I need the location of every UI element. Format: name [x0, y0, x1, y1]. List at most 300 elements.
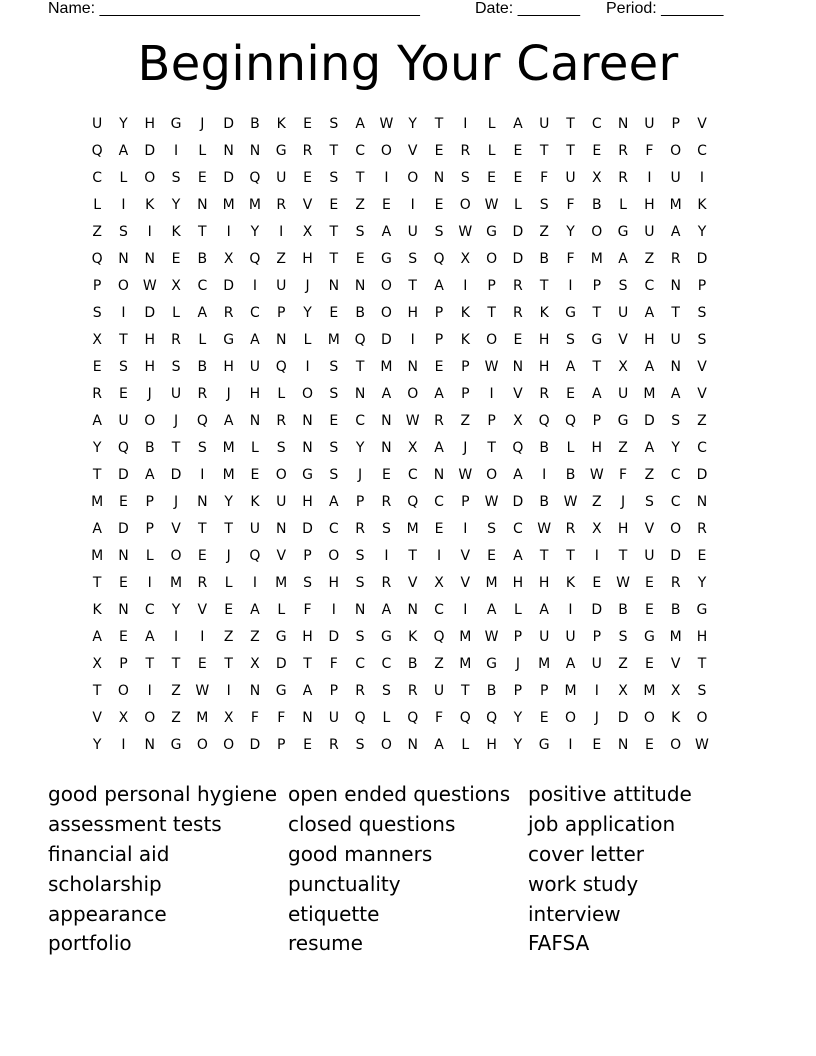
grid-letter: F [540, 170, 549, 186]
grid-letter: W [458, 467, 473, 483]
grid-letter: S [487, 521, 497, 537]
grid-letter: U [644, 224, 655, 240]
grid-letter: E [434, 197, 444, 213]
grid-letter: W [616, 575, 630, 591]
grid-letter: Q [512, 440, 524, 456]
grid-letter: N [144, 737, 155, 753]
grid-letter: A [118, 143, 129, 159]
grid-letter: E [487, 170, 497, 186]
grid-letter: X [250, 656, 260, 672]
grid-letter: N [223, 143, 234, 159]
grid-letter: T [92, 575, 102, 591]
grid-letter: D [275, 656, 287, 672]
grid-letter: U [670, 332, 681, 348]
grid-letter: M [538, 656, 551, 672]
grid-letter: T [198, 521, 207, 537]
grid-letter: Z [223, 629, 234, 645]
grid-letter: S [697, 683, 707, 699]
grid-letter: T [408, 548, 417, 564]
grid-letter: B [197, 251, 208, 267]
grid-letter: R [92, 386, 103, 402]
grid-letter: S [618, 278, 628, 294]
grid-letter: A [670, 224, 681, 240]
grid-letter: P [119, 656, 128, 672]
grid-letter: G [617, 224, 629, 240]
grid-letter: W [537, 521, 552, 537]
grid-letter: G [486, 656, 498, 672]
grid-letter: E [566, 386, 575, 402]
grid-letter: Z [697, 413, 707, 429]
grid-letter: I [147, 575, 152, 591]
grid-letter: N [381, 413, 392, 429]
grid-letter: S [671, 413, 681, 429]
grid-letter: Q [117, 440, 129, 456]
grid-letter: Z [539, 224, 549, 240]
grid-letter: R [565, 521, 576, 537]
grid-letter: N [381, 440, 392, 456]
grid-letter: P [487, 413, 496, 429]
grid-letter: H [617, 521, 629, 537]
grid-letter: K [565, 575, 576, 591]
grid-letter: M [380, 359, 393, 375]
grid-letter: O [670, 737, 682, 753]
grid-letter: C [197, 278, 208, 294]
grid-letter: D [170, 467, 182, 483]
grid-letter: Y [92, 440, 102, 456]
grid-letter: W [484, 629, 499, 645]
period-field: Period: _______ [606, 0, 724, 17]
grid-letter: U [565, 629, 576, 645]
grid-letter: Z [460, 413, 471, 429]
grid-letter: G [486, 224, 498, 240]
grid-letter: E [592, 575, 602, 591]
grid-letter: Y [119, 116, 128, 132]
grid-letter: T [566, 548, 575, 564]
grid-letter: I [594, 548, 599, 564]
grid-letter: B [144, 440, 155, 456]
grid-letter: Z [250, 629, 260, 645]
grid-letter: C [591, 116, 602, 132]
grid-letter: I [305, 359, 310, 375]
grid-letter: Z [276, 251, 287, 267]
word-bank-item: good personal hygiene [48, 782, 277, 806]
grid-letter: S [355, 548, 365, 564]
grid-letter: S [329, 467, 339, 483]
grid-letter: R [670, 251, 681, 267]
grid-letter: T [355, 170, 365, 186]
grid-letter: F [303, 602, 312, 618]
grid-letter: T [224, 521, 233, 537]
grid-letter: S [329, 116, 339, 132]
grid-letter: L [487, 116, 496, 132]
grid-letter: S [697, 332, 707, 348]
grid-letter: A [644, 440, 655, 456]
word-bank-item: cover letter [528, 841, 645, 866]
grid-letter: M [222, 467, 235, 483]
grid-letter: E [329, 413, 339, 429]
grid-letter: M [459, 629, 472, 645]
grid-letter: Y [566, 224, 575, 240]
grid-letter: K [145, 197, 155, 213]
grid-letter: L [487, 143, 496, 159]
grid-row [84, 249, 715, 276]
grid-letter: C [355, 656, 365, 672]
grid-letter: S [303, 575, 312, 591]
grid-letter: B [539, 494, 549, 510]
grid-letter: D [223, 278, 235, 294]
grid-letter: S [329, 386, 339, 402]
name-field: Name: ____________________________________ [48, 0, 420, 17]
grid-letter: Q [91, 251, 103, 267]
grid-letter: V [92, 710, 102, 726]
grid-letter: A [513, 467, 523, 483]
grid-row [84, 330, 715, 357]
grid-letter: L [251, 440, 259, 456]
grid-letter: C [328, 521, 339, 537]
grid-letter: Z [591, 494, 602, 510]
grid-letter: P [461, 359, 470, 375]
grid-letter: X [434, 575, 444, 591]
word-bank-item: resume [288, 931, 363, 956]
grid-row [84, 627, 715, 654]
grid-letter: E [119, 386, 128, 402]
grid-letter: U [617, 305, 629, 321]
grid-row [84, 141, 715, 168]
grid-letter: N [144, 251, 155, 267]
grid-letter: K [276, 116, 286, 132]
grid-letter: Q [433, 251, 445, 267]
grid-letter: E [434, 359, 444, 375]
grid-letter: P [697, 278, 707, 294]
grid-letter: X [118, 710, 129, 726]
grid-letter: J [515, 656, 520, 672]
grid-letter: C [644, 278, 655, 294]
grid-letter: O [302, 386, 314, 402]
grid-letter: G [170, 116, 182, 132]
grid-letter: N [433, 467, 445, 483]
grid-letter: B [355, 305, 365, 321]
grid-letter: H [302, 251, 313, 267]
grid-letter: R [407, 683, 418, 699]
grid-letter: N [249, 683, 261, 699]
grid-letter: W [589, 467, 604, 483]
grid-letter: I [200, 629, 205, 645]
grid-letter: H [644, 197, 655, 213]
grid-row [84, 222, 715, 249]
grid-letter: S [119, 359, 128, 375]
grid-row [84, 681, 715, 708]
grid-letter: E [644, 737, 654, 753]
grid-letter: N [617, 116, 629, 132]
grid-letter: G [617, 413, 629, 429]
grid-letter: S [381, 683, 391, 699]
grid-letter: I [147, 683, 152, 699]
grid-letter: D [118, 467, 129, 483]
grid-letter: I [252, 278, 257, 294]
grid-letter: A [250, 332, 260, 348]
grid-letter: W [405, 413, 420, 429]
grid-letter: I [279, 224, 284, 240]
grid-letter: I [173, 143, 179, 159]
grid-letter: U [328, 710, 339, 726]
grid-letter: Q [196, 413, 208, 429]
grid-letter: G [275, 629, 287, 645]
grid-letter: X [460, 251, 471, 267]
grid-letter: O [670, 143, 682, 159]
grid-letter: A [644, 305, 655, 321]
grid-letter: R [355, 521, 365, 537]
grid-letter: F [250, 710, 259, 726]
grid-letter: S [618, 629, 628, 645]
grid-letter: I [542, 467, 547, 483]
grid-letter: M [248, 197, 261, 213]
grid-row [84, 519, 715, 546]
grid-letter: E [513, 143, 523, 159]
grid-letter: C [355, 143, 365, 159]
grid-letter: C [381, 656, 392, 672]
grid-letter: C [670, 494, 681, 510]
grid-letter: A [250, 602, 260, 618]
grid-letter: K [697, 197, 707, 213]
grid-letter: P [303, 548, 312, 564]
grid-letter: E [197, 656, 207, 672]
grid-letter: M [91, 548, 104, 564]
grid-letter: W [484, 197, 499, 213]
grid-letter: T [145, 656, 155, 672]
grid-letter: Y [513, 737, 523, 753]
grid-letter: C [144, 602, 155, 618]
grid-letter: Y [92, 737, 102, 753]
grid-letter: Y [224, 494, 233, 510]
grid-letter: X [92, 656, 102, 672]
grid-letter: N [302, 440, 313, 456]
grid-letter: G [170, 737, 182, 753]
grid-letter: A [197, 305, 208, 321]
grid-letter: R [618, 143, 628, 159]
grid-letter: I [226, 224, 231, 240]
grid-letter: V [697, 386, 707, 402]
grid-letter: Z [434, 656, 444, 672]
grid-letter: U [276, 494, 287, 510]
grid-letter: X [92, 332, 102, 348]
grid-letter: U [118, 413, 129, 429]
grid-letter: Q [354, 710, 366, 726]
grid-letter: H [302, 629, 313, 645]
word-bank-item: etiquette [288, 901, 380, 926]
grid-letter: Y [250, 224, 260, 240]
grid-letter: U [276, 170, 287, 186]
grid-letter: Q [564, 413, 576, 429]
grid-letter: Q [407, 710, 419, 726]
word-bank-item: FAFSA [528, 931, 590, 956]
grid-letter: P [434, 305, 444, 321]
grid-letter: Z [92, 224, 102, 240]
grid-letter: A [92, 629, 102, 645]
grid-letter: X [407, 440, 418, 456]
grid-letter: S [197, 440, 207, 456]
grid-letter: X [223, 710, 234, 726]
grid-letter: S [697, 305, 707, 321]
grid-letter: P [277, 305, 286, 321]
grid-letter: P [277, 737, 286, 753]
grid-letter: U [644, 548, 655, 564]
grid-letter: A [302, 683, 313, 699]
grid-letter: E [329, 305, 339, 321]
grid-letter: L [461, 737, 470, 753]
grid-letter: Y [303, 305, 312, 321]
grid-letter: C [434, 494, 444, 510]
grid-letter: C [434, 602, 444, 618]
grid-letter: I [568, 737, 573, 753]
grid-letter: O [380, 278, 392, 294]
grid-letter: T [434, 116, 444, 132]
grid-letter: R [434, 413, 444, 429]
grid-letter: O [170, 548, 182, 564]
grid-letter: Q [407, 494, 419, 510]
grid-letter: D [223, 170, 235, 186]
grid-letter: E [303, 170, 312, 186]
grid-letter: A [223, 413, 234, 429]
grid-letter: D [144, 143, 156, 159]
grid-row [84, 411, 715, 438]
grid-letter: L [277, 386, 286, 402]
grid-letter: L [513, 602, 522, 618]
grid-letter: J [200, 116, 205, 132]
grid-letter: B [539, 251, 549, 267]
grid-letter: P [487, 278, 496, 294]
grid-letter: H [144, 359, 155, 375]
grid-letter: I [410, 197, 415, 213]
grid-letter: A [434, 737, 444, 753]
grid-letter: P [355, 494, 365, 510]
grid-letter: H [407, 305, 418, 321]
grid-letter: M [222, 197, 235, 213]
grid-letter: T [198, 224, 207, 240]
grid-letter: Y [697, 575, 707, 591]
grid-letter: P [145, 521, 154, 537]
grid-letter: D [223, 116, 235, 132]
grid-letter: C [92, 170, 103, 186]
grid-letter: R [197, 386, 208, 402]
grid-letter: M [91, 494, 104, 510]
grid-letter: T [92, 467, 102, 483]
grid-letter: I [489, 386, 494, 402]
page-title: Beginning Your Career [137, 36, 679, 92]
grid-letter: T [461, 683, 470, 699]
grid-letter: M [485, 575, 498, 591]
grid-letter: X [591, 521, 602, 537]
grid-letter: W [458, 224, 473, 240]
grid-letter: E [592, 737, 602, 753]
grid-letter: D [328, 629, 340, 645]
grid-letter: H [591, 440, 603, 456]
grid-letter: A [565, 359, 576, 375]
grid-letter: H [302, 494, 313, 510]
grid-letter: M [459, 656, 472, 672]
grid-letter: K [460, 305, 470, 321]
grid-letter: R [381, 575, 392, 591]
grid-letter: C [250, 305, 260, 321]
grid-letter: O [670, 521, 682, 537]
grid-letter: P [329, 683, 339, 699]
grid-letter: G [275, 143, 287, 159]
grid-letter: Y [355, 440, 365, 456]
grid-letter: K [671, 710, 681, 726]
grid-row [84, 195, 715, 222]
grid-letter: T [171, 440, 181, 456]
grid-letter: K [539, 305, 549, 321]
grid-letter: H [223, 359, 234, 375]
grid-letter: W [484, 494, 499, 510]
grid-letter: Q [354, 332, 366, 348]
grid-letter: S [539, 197, 549, 213]
grid-letter: W [695, 737, 709, 753]
grid-letter: T [329, 143, 339, 159]
grid-letter: S [644, 494, 654, 510]
word-bank-item: positive attitude [528, 782, 692, 806]
grid-letter: O [564, 710, 576, 726]
grid-letter: R [618, 170, 628, 186]
grid-letter: R [276, 197, 287, 213]
grid-letter: S [355, 629, 365, 645]
grid-letter: E [381, 467, 391, 483]
grid-letter: D [144, 305, 156, 321]
grid-letter: S [566, 332, 575, 348]
grid-letter: F [566, 251, 575, 267]
grid-letter: O [380, 305, 392, 321]
grid-letter: W [563, 494, 578, 510]
grid-letter: A [381, 602, 392, 618]
grid-letter: T [618, 548, 628, 564]
grid-letter: I [410, 332, 415, 348]
word-bank-item: job application [528, 811, 676, 836]
grid-letter: S [460, 170, 470, 186]
grid-letter: J [147, 386, 152, 402]
grid-letter: O [486, 251, 498, 267]
grid-letter: N [433, 170, 445, 186]
grid-letter: U [249, 521, 261, 537]
grid-letter: U [539, 629, 550, 645]
grid-letter: V [197, 602, 208, 618]
grid-letter: G [302, 467, 313, 483]
grid-letter: A [513, 116, 523, 132]
grid-letter: N [275, 521, 287, 537]
grid-letter: N [617, 737, 629, 753]
grid-letter: H [144, 332, 155, 348]
grid-letter: T [566, 116, 575, 132]
grid-letter: M [222, 440, 235, 456]
grid-letter: N [354, 278, 366, 294]
grid-letter: B [486, 683, 497, 699]
grid-letter: I [699, 170, 705, 186]
grid-letter: E [119, 494, 128, 510]
grid-letter: Q [275, 359, 287, 375]
word-bank-item: appearance [48, 901, 167, 926]
grid-letter: E [197, 170, 207, 186]
grid-letter: I [463, 521, 468, 537]
grid-letter: K [408, 629, 418, 645]
grid-letter: Y [171, 197, 181, 213]
grid-letter: N [696, 494, 708, 510]
grid-letter: A [513, 548, 523, 564]
grid-row [84, 735, 715, 762]
grid-letter: N [512, 359, 524, 375]
grid-letter: T [671, 305, 680, 321]
grid-letter: A [144, 629, 155, 645]
grid-letter: E [92, 359, 102, 375]
grid-letter: E [644, 656, 654, 672]
grid-letter: S [381, 521, 391, 537]
